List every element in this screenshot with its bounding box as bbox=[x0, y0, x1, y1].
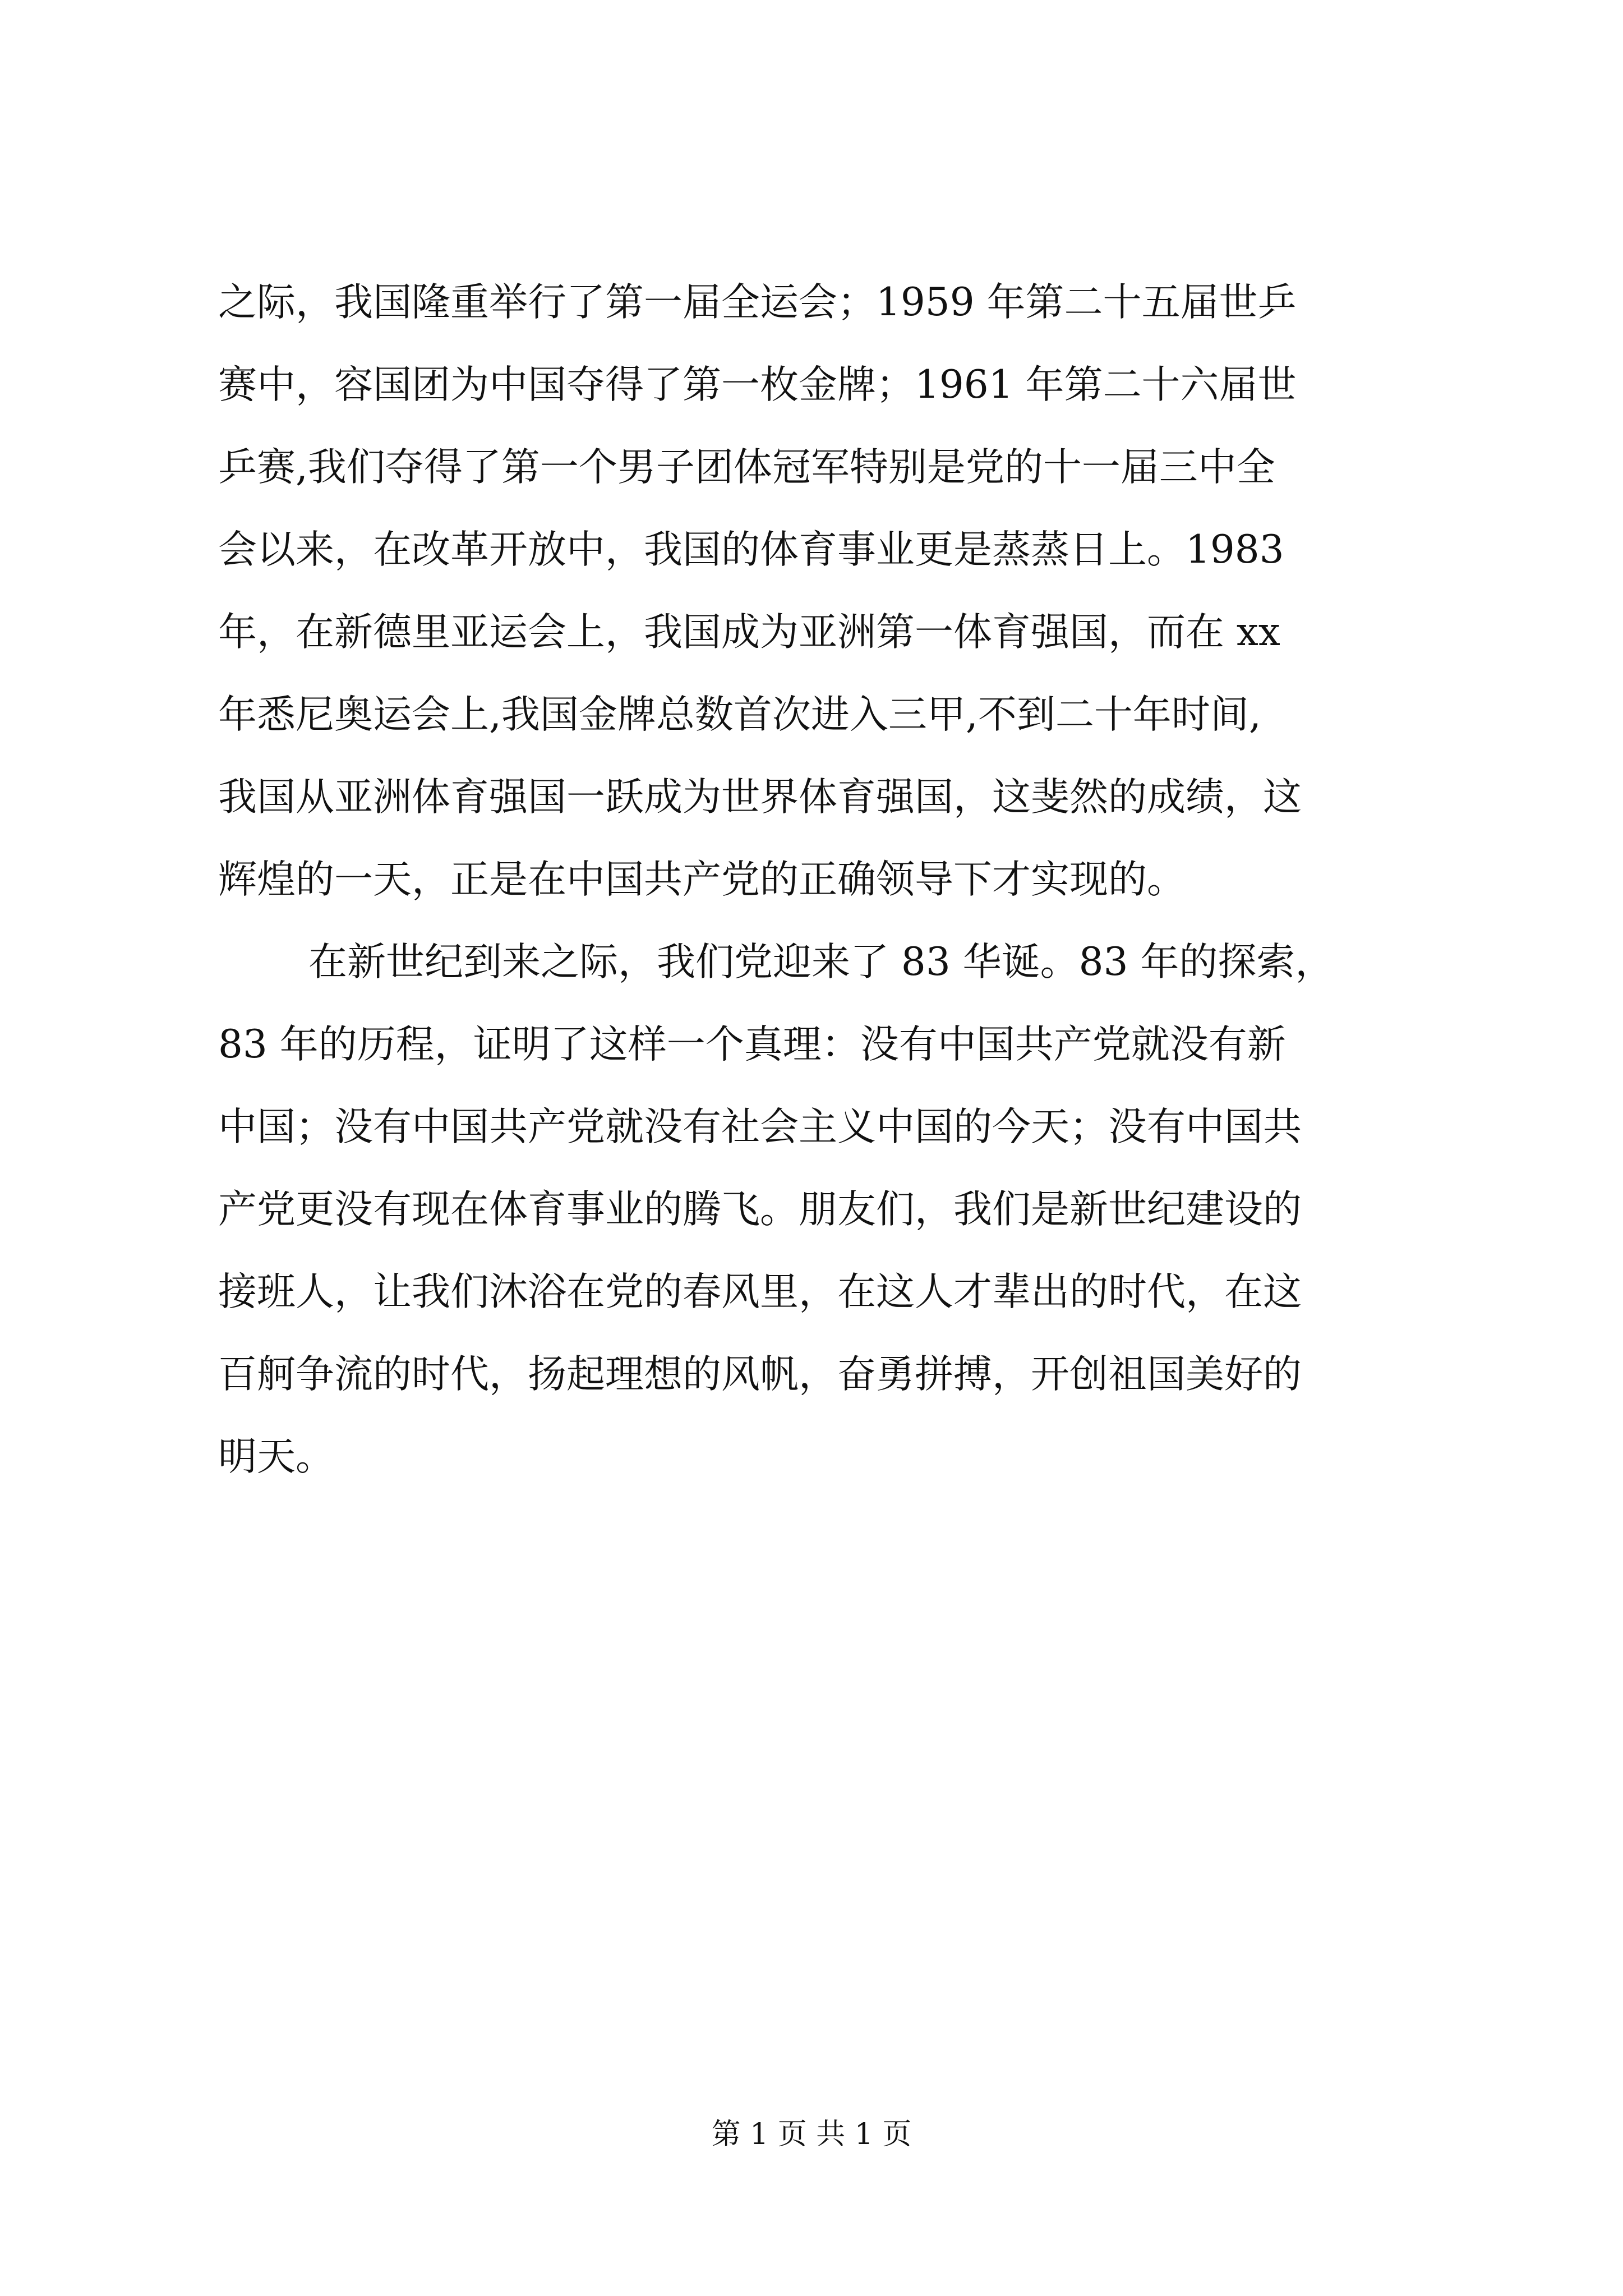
paragraph-line: 百舸争流的时代，扬起理想的风帆，奋勇拼搏，开创祖国美好的 bbox=[218, 1352, 1302, 1397]
paragraph-line: 乒赛,我们夺得了第一个男子团体冠军特别是党的十一届三中全 bbox=[218, 445, 1275, 490]
paragraph-line: 明天。 bbox=[218, 1434, 334, 1479]
paragraph-line: 之际，我国隆重举行了第一届全运会；1959 年第二十五届世乒 bbox=[218, 280, 1297, 325]
paragraph-line: 产党更没有现在体育事业的腾飞。朋友们，我们是新世纪建设的 bbox=[218, 1187, 1302, 1232]
paragraph-line: 我国从亚洲体育强国一跃成为世界体育强国，这斐然的成绩，这 bbox=[218, 775, 1302, 820]
paragraph-line: 中国；没有中国共产党就没有社会主义中国的今天；没有中国共 bbox=[218, 1105, 1302, 1149]
page-footer: 第 1 页 共 1 页 bbox=[711, 2118, 912, 2151]
paragraph-line: 赛中，容国团为中国夺得了第一枚金牌；1961 年第二十六届世 bbox=[218, 362, 1297, 407]
paragraph-line: 83 年的历程，证明了这样一个真理：没有中国共产党就没有新 bbox=[218, 1022, 1286, 1067]
paragraph-line: 辉煌的一天，正是在中国共产党的正确领导下才实现的。 bbox=[218, 857, 1186, 902]
paragraph-line: 年，在新德里亚运会上，我国成为亚洲第一体育强国，而在 xx bbox=[218, 610, 1280, 655]
paragraph-line: 接班人，让我们沐浴在党的春风里，在这人才辈出的时代，在这 bbox=[218, 1269, 1302, 1314]
paragraph-line: 会以来，在改革开放中，我国的体育事业更是蒸蒸日上。1983 bbox=[218, 527, 1284, 572]
paragraph-line: 年悉尼奥运会上,我国金牌总数首次进入三甲,不到二十年时间, bbox=[218, 692, 1261, 737]
paragraph-line: 在新世纪到来之际，我们党迎来了 83 华诞。83 年的探索， bbox=[308, 940, 1334, 984]
